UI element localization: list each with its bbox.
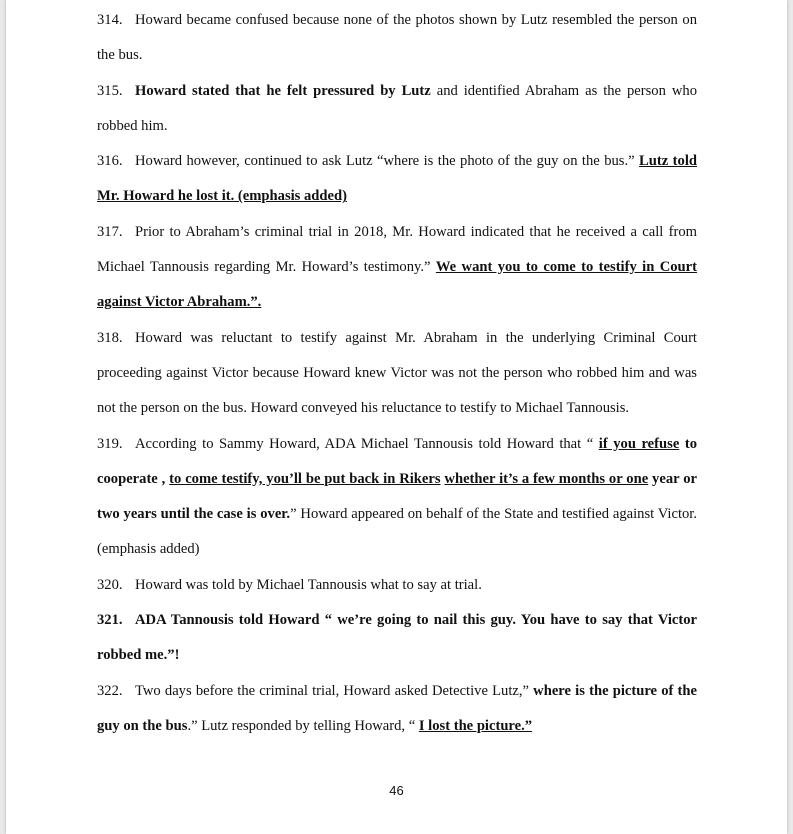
paragraph-text: According to Sammy Howard, ADA Michael Tannousis told Howard that “ — [135, 435, 599, 452]
numbered-paragraph — [97, 568, 697, 603]
paragraph-number: 317. — [97, 223, 123, 240]
paragraph-text: Howard was reluctant to testify against Mr. Abraham in the underlying Criminal Court proceeding against Victor because Howard knew Victor was not the person who robbed him and was not the person on the bus. Howard conveyed his reluctance to testify to Michael Tannousis. — [97, 329, 697, 417]
numbered-paragraph — [97, 674, 697, 745]
numbered-paragraph — [97, 3, 697, 74]
paragraph-number: 314. — [97, 12, 123, 28]
paragraph-text: whether it’s a few months or one — [444, 470, 649, 487]
paragraph-text: I lost the picture.” — [418, 717, 533, 734]
paragraph-text: Howard became confused because none of the photos shown by Lutz resembled the person on the bus. — [97, 12, 697, 64]
paragraph-text: to come testify, you’ll be put back in Rikers — [169, 470, 441, 487]
page-number: 46 — [389, 783, 404, 798]
paragraph-number: 318. — [97, 329, 123, 346]
paragraph-text: Lutz told Mr. Howard he lost it. (emphasis added) — [97, 153, 697, 205]
paragraph-text: Howard stated that he felt pressured by Lutz — [135, 82, 431, 99]
paragraph-number: 321. — [97, 612, 123, 629]
numbered-paragraph — [97, 427, 697, 568]
paragraph-text: and identified Abraham as the person who robbed him. — [97, 82, 697, 134]
paragraph-number: 320. — [97, 576, 123, 593]
document-page — [6, 0, 787, 834]
numbered-paragraph — [97, 144, 697, 215]
paragraph-text: We want you to come to testify in Court against Victor Abraham.”. — [97, 259, 697, 311]
paragraph-text: year or two years until the case is over. — [97, 470, 697, 523]
paragraph-text: .” Lutz responded by telling Howard, “ — [187, 717, 419, 734]
numbered-paragraph — [97, 215, 697, 321]
numbered-paragraph — [97, 603, 697, 674]
paragraph-text: where is the picture of the guy on the bus — [97, 682, 698, 734]
paragraph-text: ADA Tannousis told Howard “ we’re going to nail this guy. You have to say that Victor robbed me.”! — [97, 612, 697, 664]
paragraph-text: Two days before the criminal trial, Howard asked Detective Lutz,” — [135, 682, 534, 699]
paragraph-text: if you refuse — [598, 435, 680, 452]
paragraph-text: Howard however, continued to ask Lutz “where is the photo of the guy on the bus.” — [135, 153, 640, 170]
numbered-paragraph — [97, 74, 697, 145]
paragraph-number: 315. — [97, 82, 123, 99]
paragraph-text: ” Howard appeared on behalf of the State and testified against Victor. (emphasis added) — [97, 506, 698, 558]
paragraph-number: 322. — [97, 682, 123, 699]
paragraph-text: to cooperate , — [97, 435, 697, 487]
paragraph-number: 319. — [97, 435, 123, 452]
paragraph-list — [97, 3, 697, 744]
numbered-paragraph — [97, 321, 697, 427]
paragraph-text: Howard was told by Michael Tannousis what to say at trial. — [135, 576, 482, 593]
paragraph-text: Prior to Abraham’s criminal trial in 2018, Mr. Howard indicated that he received a call from Michael Tannousis regarding Mr. Howard’s testimony.” — [97, 223, 697, 276]
paragraph-number: 316. — [97, 153, 123, 170]
